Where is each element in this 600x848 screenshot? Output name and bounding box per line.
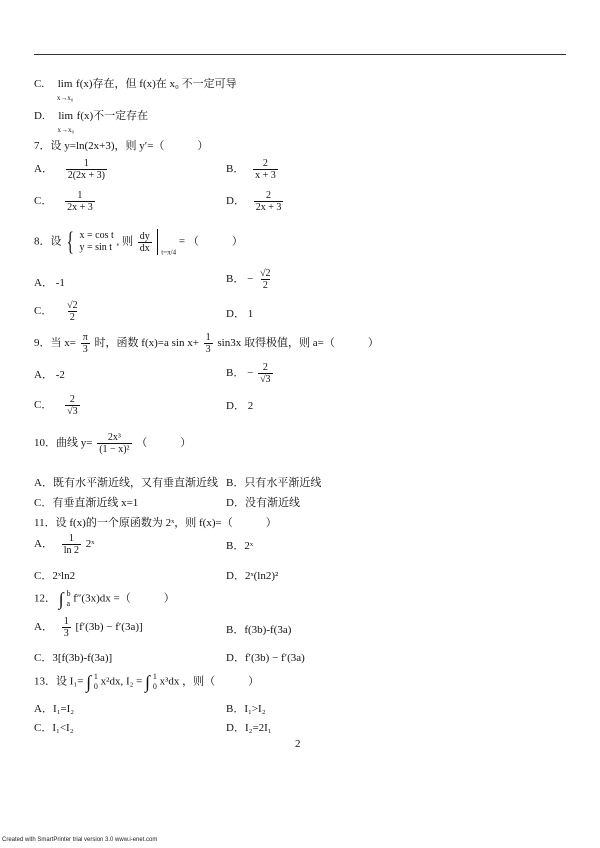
integral-symbol: ∫ bbox=[58, 589, 64, 609]
q10-stem: 10．曲线 y= $\frac{\text{2x³}}{\text{(1 − x)²}}$ （ ） bbox=[34, 432, 192, 455]
fraction: $\frac{1}{3}$ bbox=[205, 332, 211, 355]
q12-option-a: A． $\frac{1}{3}$ [f′(3b) − f′(3a)] bbox=[34, 616, 143, 639]
q11-option-b: B．2ˣ bbox=[226, 540, 254, 552]
q11-option-c: C．2ˣln2 bbox=[34, 570, 76, 582]
page-number: 2 bbox=[295, 738, 301, 750]
q12-option-b: B．f(3b)-f(3a) bbox=[226, 624, 292, 636]
q7-stem: 7．设 y=ln(2x+3)，则 y′=（ ） bbox=[34, 140, 209, 152]
fraction: $\frac{√2}{2}$ bbox=[67, 300, 78, 323]
q13-option-c: C．I₁<I₂ bbox=[34, 722, 74, 734]
fraction: $\frac{1}{2x + 3}$ bbox=[67, 190, 93, 213]
q13-option-a: A．I₁=I₂ bbox=[34, 703, 75, 715]
fraction: $\frac{√2}{2}$ bbox=[260, 268, 271, 291]
q13-option-d: D．I₂=2I₁ bbox=[226, 722, 272, 734]
integral-symbol: ∫ bbox=[145, 672, 151, 692]
q8-option-c: C． $\frac{√2}{2}$ bbox=[34, 300, 78, 323]
option-label: B． bbox=[226, 163, 245, 176]
option-text: f(x)存在，但 f(x)在 x₀ 不一定可导 bbox=[76, 78, 237, 90]
fraction: $\frac{2}{2x + 3}$ bbox=[255, 190, 282, 213]
q10-option-a: A．既有水平渐近线，又有垂直渐近线 bbox=[34, 477, 218, 489]
q7-option-b bbox=[226, 158, 280, 181]
fraction: $\frac{1}{\ln 2}$ bbox=[63, 533, 79, 556]
lim-subscript: x→x₀ bbox=[57, 126, 74, 134]
q12-option-c: C．3[f(3b)-f(3a)] bbox=[34, 652, 113, 664]
q9-option-b: B． − $\frac{2}{√3}$ bbox=[226, 362, 271, 385]
q10-option-c: C．有垂直渐近线 x=1 bbox=[34, 497, 139, 509]
q11-option-a: A． $\frac{1}{\ln 2}$ 2ˣ bbox=[34, 533, 95, 556]
lim-symbol: lim bbox=[57, 78, 73, 90]
q8-option-b: B． − $\frac{√2}{2}$ bbox=[226, 268, 271, 291]
brace: { bbox=[66, 227, 75, 256]
q7-option-d bbox=[226, 190, 285, 213]
q8-stem: 8．设 { x = cos t y = sin t , 则 $\frac{dy}{dx}$ $_{t=\pi/4}$ = （ ） bbox=[34, 227, 243, 257]
q7-option-a bbox=[34, 158, 109, 181]
lim-symbol: lim bbox=[58, 110, 74, 122]
lim-subscript: x→x₀ bbox=[56, 94, 74, 102]
fraction: $\frac{1}{2(2x + 3)}$ bbox=[67, 158, 106, 181]
fraction: $\frac{\text{2x³}}{\text{(1 − x)²}}$ bbox=[99, 432, 130, 455]
fraction: $\frac{2}{√3}$ bbox=[260, 362, 271, 385]
integral-symbol: ∫ bbox=[86, 672, 92, 692]
q9-option-a: A． -2 bbox=[34, 369, 65, 381]
q6-option-d bbox=[34, 110, 148, 136]
q8-option-d: D． 1 bbox=[226, 308, 254, 320]
option-label: C． bbox=[34, 195, 53, 208]
q9-option-d: D． 2 bbox=[226, 400, 254, 412]
fraction: $\frac{1}{3}$ bbox=[63, 616, 69, 639]
eval-subscript: t=π/4 bbox=[161, 248, 177, 257]
fraction: $\frac{\pi}{3}$ bbox=[82, 332, 88, 355]
q8-option-a: A． -1 bbox=[34, 277, 65, 289]
option-text: f(x)不一定存在 bbox=[76, 110, 149, 122]
q9-option-c: C． $\frac{2}{√3}$ bbox=[34, 394, 78, 417]
fraction: $\frac{2}{√3}$ bbox=[67, 394, 78, 417]
derivative-fraction: $\frac{dy}{dx}$ bbox=[139, 230, 150, 254]
option-label: A． bbox=[34, 163, 53, 176]
header-rule bbox=[34, 54, 566, 55]
q9-stem: 9．当 x= $\frac{\pi}{3}$ 时，函数 f(x)=a sin x+ $\frac{1}{3}$ sin3x 取得极值，则 a=（ ） bbox=[34, 332, 379, 355]
q7-option-c bbox=[34, 190, 97, 213]
option-label: D． bbox=[226, 195, 245, 208]
option-label: C. bbox=[34, 78, 45, 90]
option-label: D. bbox=[34, 110, 45, 122]
footer-watermark: Created with SmartPrinter trial version 3.0 www.i-enet.com bbox=[2, 837, 158, 843]
q13-option-b: B．I₁>I₂ bbox=[226, 703, 266, 715]
q11-stem: 11．设 f(x)的一个原函数为 2ˣ，则 f(x)=（ ） bbox=[34, 517, 277, 529]
q11-option-d: D．2ˣ(ln2)² bbox=[226, 570, 279, 582]
q13-stem: 13．设 I₁= ∫ 1 0 x²dx, I₂ = ∫ 1 0 x³dx ，则（ ） bbox=[34, 672, 260, 692]
fraction: $\frac{2}{x + 3}$ bbox=[255, 158, 276, 181]
q10-option-d: D．没有渐近线 bbox=[226, 497, 300, 509]
q12-option-d: D．f′(3b) − f′(3a) bbox=[226, 652, 305, 664]
q6-option-c bbox=[34, 78, 237, 104]
q12-stem: 12． ∫ b a f″(3x)dx =（ ） bbox=[34, 589, 175, 609]
q10-option-b: B．只有水平渐近线 bbox=[226, 477, 322, 489]
